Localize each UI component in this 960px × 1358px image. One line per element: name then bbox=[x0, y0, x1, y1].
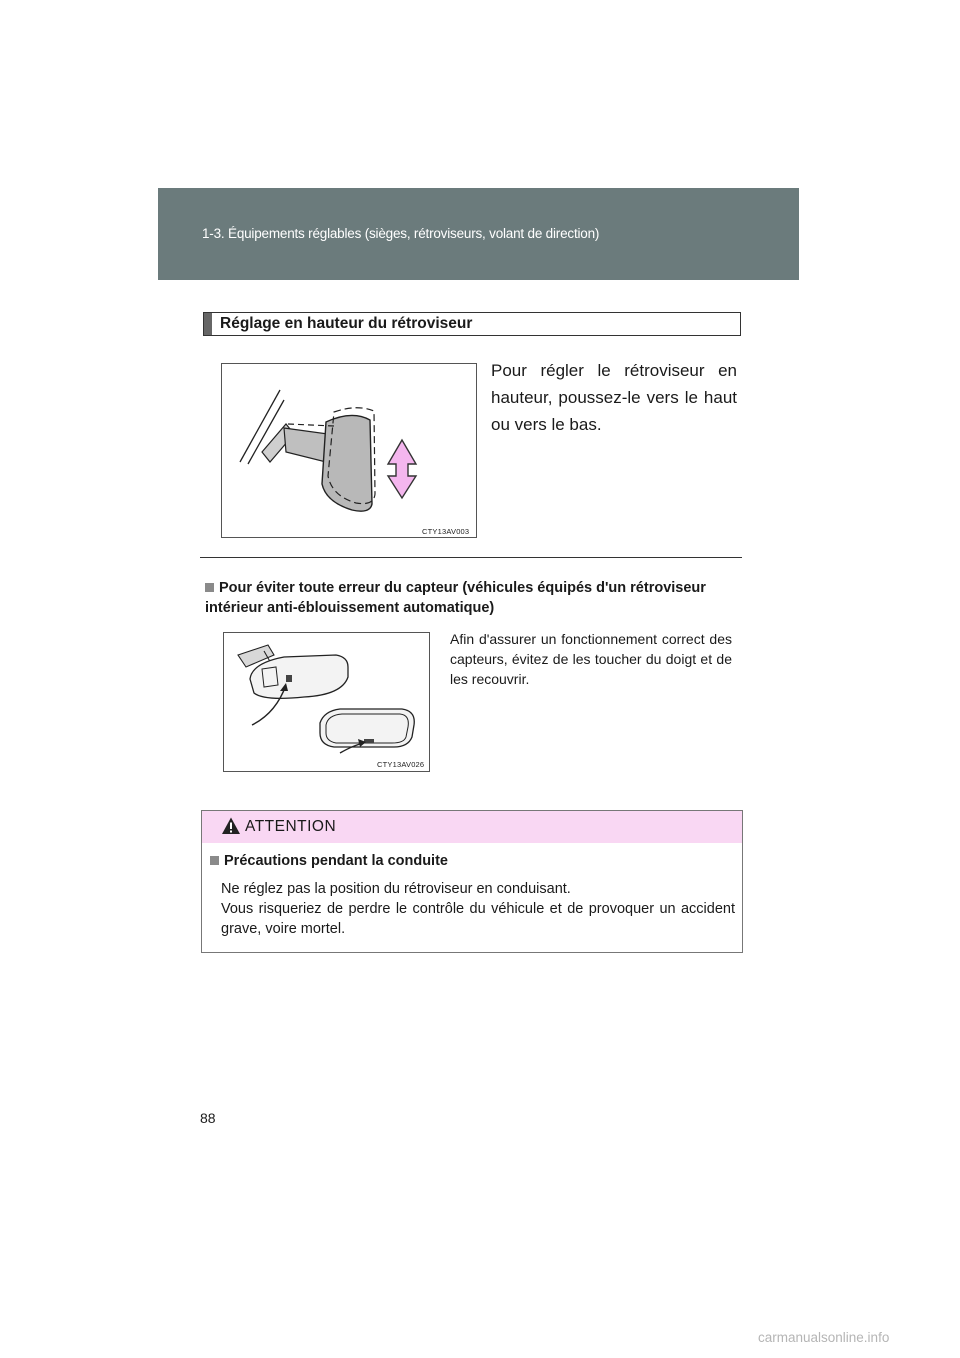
warning-text bbox=[221, 879, 735, 939]
figure-code: CTY13AV026 bbox=[377, 760, 425, 769]
warning-line-1: Ne réglez pas la position du rétroviseur en conduisant. bbox=[221, 881, 571, 897]
square-bullet-icon bbox=[210, 856, 219, 865]
chapter-header bbox=[158, 188, 799, 280]
square-bullet-icon bbox=[205, 583, 214, 592]
sensor-illustration bbox=[224, 633, 429, 771]
watermark: carmanualsonline.info bbox=[758, 1330, 890, 1345]
section-divider bbox=[200, 557, 742, 558]
sensor-note-heading bbox=[205, 578, 741, 618]
height-adjust-instructions: Pour régler le rétroviseur en hauteur, poussez-le vers le haut ou vers le bas. bbox=[491, 361, 737, 434]
warning-line-2: Vous risqueriez de perdre le contrôle du véhicule et de provoquer un accident grave, voire mortel. bbox=[221, 901, 735, 937]
page-number: 88 bbox=[200, 1110, 216, 1126]
warning-header bbox=[202, 811, 742, 843]
warning-box bbox=[201, 810, 743, 953]
sensor-note-title: Pour éviter toute erreur du capteur (véhicules équipés d'un rétroviseur intérieur anti-éblouissement automatique) bbox=[205, 580, 706, 616]
warning-triangle-icon bbox=[221, 816, 241, 836]
figure-mirror-height bbox=[221, 363, 477, 538]
warning-heading bbox=[210, 853, 448, 869]
section-heading bbox=[203, 312, 741, 336]
section-title: Réglage en hauteur du rétroviseur bbox=[220, 315, 473, 332]
mirror-height-illustration bbox=[222, 364, 476, 537]
sensor-note-text: Afin d'assurer un fonctionnement correct des capteurs, évitez de les toucher du doigt et de les recouvrir. bbox=[450, 631, 732, 687]
figure-code: CTY13AV003 bbox=[422, 527, 470, 536]
warning-title: Précautions pendant la conduite bbox=[224, 853, 448, 869]
warning-label: ATTENTION bbox=[245, 818, 337, 835]
section-accent bbox=[204, 313, 212, 335]
figure-sensor-location bbox=[223, 632, 430, 772]
chapter-title: 1-3. Équipements réglables (sièges, rétroviseurs, volant de direction) bbox=[202, 226, 600, 241]
